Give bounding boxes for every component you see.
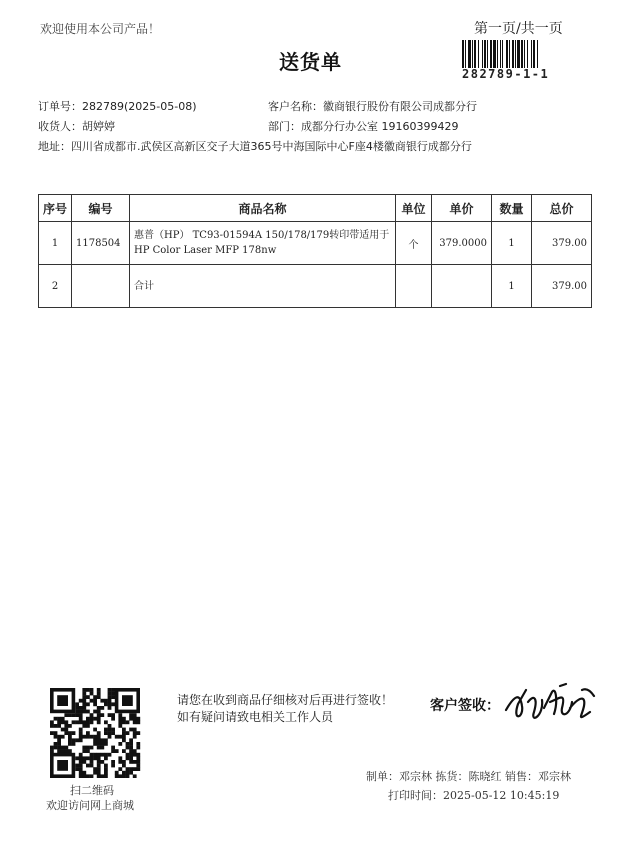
column-header: 单价 xyxy=(432,195,492,222)
column-header: 总价 xyxy=(532,195,592,222)
order-number: 订单号：282789(2025-05-08) xyxy=(38,100,197,113)
online-mall-text: 欢迎访问网上商城 xyxy=(46,799,134,812)
column-header: 数量 xyxy=(492,195,532,222)
row-qty: 1 xyxy=(492,265,532,308)
table-row xyxy=(39,265,592,308)
delivery-address: 地址：四川省成都市.武侯区高新区交子大道365号中海国际中心F座4楼徽商银行成都分行 xyxy=(38,140,472,153)
row-price: 379.0000 xyxy=(432,222,492,265)
table-row xyxy=(39,222,592,265)
welcome-text: 欢迎使用本公司产品！ xyxy=(40,22,161,36)
document-title: 送货单 xyxy=(279,50,342,74)
page-info: 第一页/共一页 xyxy=(474,21,563,37)
row-code xyxy=(72,265,130,308)
staff-info: 制单：邓宗林 拣货：陈晓红 销售：邓宗林 xyxy=(366,770,571,783)
column-header: 编号 xyxy=(72,195,130,222)
receipt-notice: 请您在收到商品仔细核对后再进行签收！如有疑问请致电相关工作人员 xyxy=(177,693,394,724)
column-header: 商品名称 xyxy=(130,195,396,222)
qr-code-image xyxy=(50,688,142,778)
customer-name: 客户名称：徽商银行股份有限公司成都分行 xyxy=(268,100,477,113)
barcode-image xyxy=(462,40,572,68)
receiver-name: 收货人：胡婷婷 xyxy=(38,120,115,133)
row-seq: 1 xyxy=(39,222,72,265)
print-time: 打印时间：2025-05-12 10:45:19 xyxy=(388,789,560,802)
barcode-number: 282789-1-1 xyxy=(462,67,550,81)
row-product-name: 合计 xyxy=(130,265,396,308)
column-header: 序号 xyxy=(39,195,72,222)
customer-sign-label: 客户签收： xyxy=(430,698,500,714)
row-product-name: 惠普（HP） TC93-01594A 150/178/179转印带适用于HP Color Laser MFP 178nw xyxy=(130,222,396,265)
column-header: 单位 xyxy=(396,195,432,222)
table-header-row xyxy=(39,195,592,222)
items-table xyxy=(38,194,592,308)
row-price xyxy=(432,265,492,308)
scan-qr-text: 扫二维码 xyxy=(70,784,114,797)
row-total: 379.00 xyxy=(532,222,592,265)
row-unit: 个 xyxy=(396,222,432,265)
row-code: 1178504 xyxy=(72,222,130,265)
row-seq: 2 xyxy=(39,265,72,308)
handwritten-signature xyxy=(500,672,600,732)
row-qty: 1 xyxy=(492,222,532,265)
row-unit xyxy=(396,265,432,308)
row-total: 379.00 xyxy=(532,265,592,308)
department-info: 部门：成都分行办公室 19160399429 xyxy=(268,120,459,133)
